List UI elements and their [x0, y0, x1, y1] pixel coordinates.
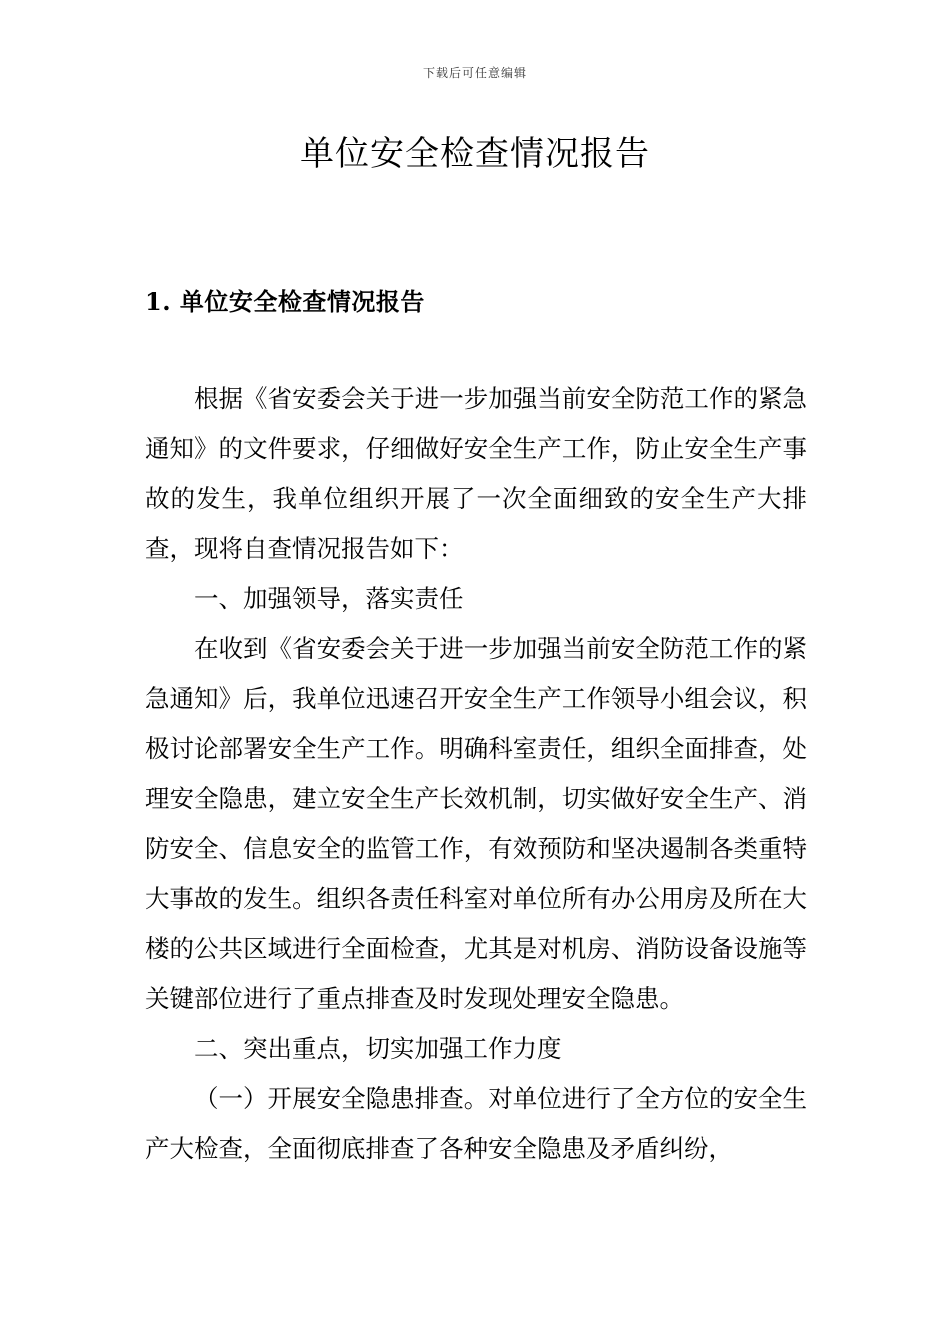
paragraph-heading-2: 二、突出重点，切实加强工作力度 — [194, 1034, 562, 1063]
section-heading: 1. 单位安全检查情况报告 — [145, 287, 425, 316]
paragraph-heading-1: 一、加强领导，落实责任 — [194, 584, 464, 613]
paragraph-leadership: 在收到《省安委会关于进一步加强当前安全防范工作的紧急通知》后，我单位迅速召开安全生产工作领导小组会议，积极讨论部署安全生产工作。明确科室责任，组织全面排查，处理安全隐患，建立安全生产长效机制，切实做好安全生产、消防安全、信息安全的监管工作，有效预防和坚决遏制各类重特大事故的发生。组织各责任科室对单位所有办公用房及所在大楼的公共区域进行全面检查，尤其是对机房、消防设备设施等关键部位进行了重点排查及时发现处理安全隐患。 — [145, 634, 807, 1013]
document-title: 单位安全检查情况报告 — [300, 134, 650, 174]
paragraph-hazard-check: （一）开展安全隐患排查。对单位进行了全方位的安全生产大检查，全面彻底排查了各种安全隐患及矛盾纠纷， — [145, 1084, 807, 1163]
header-note: 下载后可任意编辑 — [422, 66, 527, 80]
paragraph-intro: 根据《省安委会关于进一步加强当前安全防范工作的紧急通知》的文件要求，仔细做好安全生产工作，防止安全生产事故的发生，我单位组织开展了一次全面细致的安全生产大排查，现将自查情况报告如下： — [145, 384, 807, 563]
document-body — [145, 374, 807, 1174]
